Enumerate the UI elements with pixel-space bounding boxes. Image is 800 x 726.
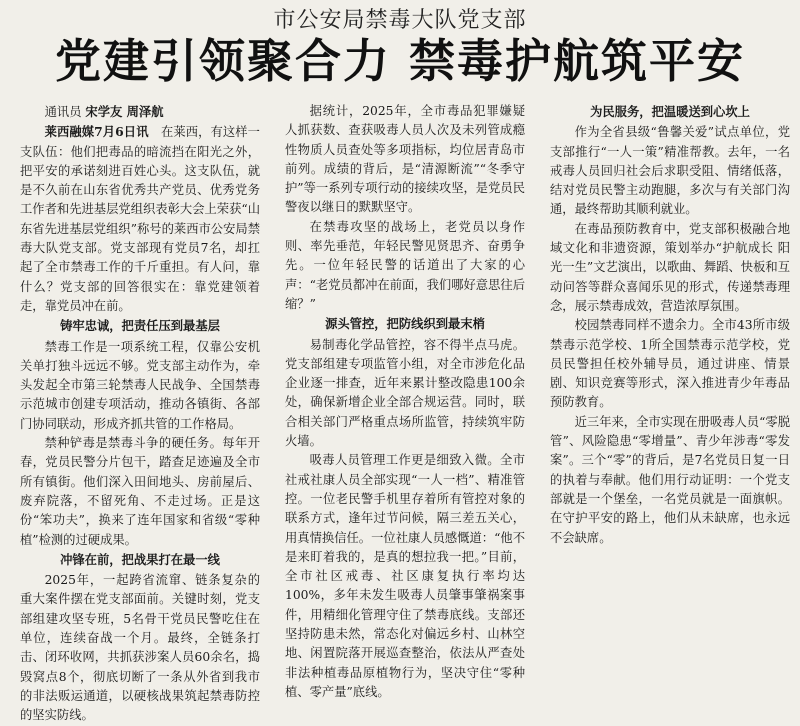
- section-2-paragraph: 2025年，一起跨省流窜、链条复杂的重大案件摆在党支部面前。关键时刻，党支部组建攻坚专班，5名骨干党员民警吃住在单位，连续奋战一个月。最终，全链条打击、闭环收网，共抓获涉案人员60余名，捣毁窝点8个，彻底切断了一条从外省到我市的非法贩运通道，以硬核战果筑起禁毒防控的坚实防线。: [20, 573, 260, 723]
- section-3-paragraph: 吸毒人员管理工作更是细致入微。全市社戒社康人员全部实现“一人一档”、精准管控。一位老民警手机里存着所有管控对象的联系方式，逢年过节问候，隔三差五关心，用真情换信任。一位社康人员感慨道：“他不是来盯着我的，是真的想拉我一把。”目前，全市社区戒毒、社区康复执行率均达100%，多年未发生吸毒人员肇事肇祸案事件，用精细化管理守住了禁毒底线。支部还坚持防患未然，常态化对偏远乡村、山林空地、闲置院落开展巡查整治，依法从严查处非法种植毒品原植物行为，坚决守住“零种植、零产量”底线。: [285, 453, 525, 699]
- section-4-paragraph: 校园禁毒同样不遗余力。全市43所市级禁毒示范学校、1所全国禁毒示范学校，党员民警担任校外辅导员，通过讲座、情景剧、知识竞赛等形式，深入推进青少年毒品预防教育。: [550, 318, 790, 410]
- lead-text: 在莱西，有这样一支队伍：他们把毒品的暗流挡在阳光之外，把平安的承诺刻进百姓心头。这支队伍，就是不久前在山东省优秀共产党员、优秀党务工作者和先进基层党组织表彰大会上荣获“山东省先进基层党组织”称号的莱西市公安局禁毒大队党支部。党支部现有党员7名，却扛起了全市禁毒工作的千斤重担。有人问，靠什么？党支部的回答很实在：靠党建领着走，靠党员冲在前。: [20, 125, 260, 313]
- section-3-paragraph: 易制毒化学品管控，容不得半点马虎。党支部组建专项监管小组，对全市涉危化品企业逐一排查，近年来累计整改隐患100余处，确保新增企业全部合规运营。同时，联合相关部门严格重点场所监管，持续筑牢防火墙。: [285, 337, 525, 449]
- section-3-title: 源头管控，把防线织到最末梢: [325, 317, 485, 332]
- section-2-paragraph: 在禁毒攻坚的战场上，老党员以身作则、率先垂范，年轻民警见贤思齐、奋勇争先。一位年轻民警的话道出了大家的心声：“老党员都冲在前面，我们哪好意思往后缩？”: [285, 219, 525, 311]
- section-4-paragraph: 作为全省县级“鲁馨关爱”试点单位，党支部推行“一人一策”精准帮教。去年，一名戒毒人员回归社会后求职受阻、情绪低落，结对党员民警主动跑腿，多次与有关部门沟通，最终帮助其顺利就业。: [550, 125, 790, 217]
- dateline: 莱西融媒7月6日讯: [44, 124, 149, 140]
- column-1: [20, 102, 260, 723]
- column-3: [550, 102, 790, 679]
- kicker: 市公安局禁毒大队党支部: [273, 8, 527, 33]
- byline-names: 宋学友 周泽航: [85, 104, 164, 119]
- lead-paragraph: [20, 122, 260, 316]
- section-1-paragraph: 禁种铲毒是禁毒斗争的硬任务。每年开春，党员民警分片包干，踏查足迹遍及全市所有镇街。他们深入田间地头、房前屋后、废弃院落，不留死角、不走过场。正是这份“笨功夫”，换来了连年国家和省级“零种植”检测的过硬成果。: [20, 436, 260, 547]
- byline: [20, 102, 260, 122]
- column-2: [285, 102, 525, 699]
- byline-label: 通讯员: [44, 105, 82, 119]
- section-2-paragraph: 据统计，2025年，全市毒品犯罪嫌疑人抓获数、查获吸毒人员人次及未列管成瘾性物质人员查处等多项指标，均位居青岛市前列。成绩的背后，是“清源断流”“冬季守护”等一系列专项行动的接续攻坚，是党员民警夜以继日的默默坚守。: [285, 104, 525, 215]
- section-1-paragraph: 禁毒工作是一项系统工程，仅靠公安机关单打独斗远远不够。党支部主动作为，牵头发起全市第三轮禁毒人民战争、全国禁毒示范城市创建专项活动，推动各镇街、各部门协同联动，形成齐抓共管的工作格局。: [20, 339, 260, 431]
- article-body: [20, 102, 790, 723]
- section-4-title: 为民服务，把温暖送到心坎上: [590, 105, 750, 119]
- headline: 党建引领聚合力 禁毒护航筑平安: [54, 34, 745, 88]
- section-2-title: 冲锋在前，把战果打在最一线: [60, 552, 220, 567]
- section-4-paragraph: 在毒品预防教育中，党支部积极融合地域文化和非遗资源，策划举办“护航成长 阳光一生”文艺演出，以歌曲、舞蹈、快板和互动问答等群众喜闻乐见的形式，传递禁毒理念，展示禁毒成效，营造浓厚氛围。: [550, 221, 790, 313]
- section-1-title: 铸牢忠诚，把责任压到最基层: [60, 319, 220, 334]
- section-4-paragraph: 近三年来，全市实现在册吸毒人员“零脱管”、风险隐患“零增量”、青少年涉毒“零发案”。三个“零”的背后，是7名党员日复一日的执着与奉献。他们用行动证明：一个党支部就是一个堡垒，一名党员就是一面旗帜。在守护平安的路上，他们从未缺席，也永远不会缺席。: [550, 414, 790, 545]
